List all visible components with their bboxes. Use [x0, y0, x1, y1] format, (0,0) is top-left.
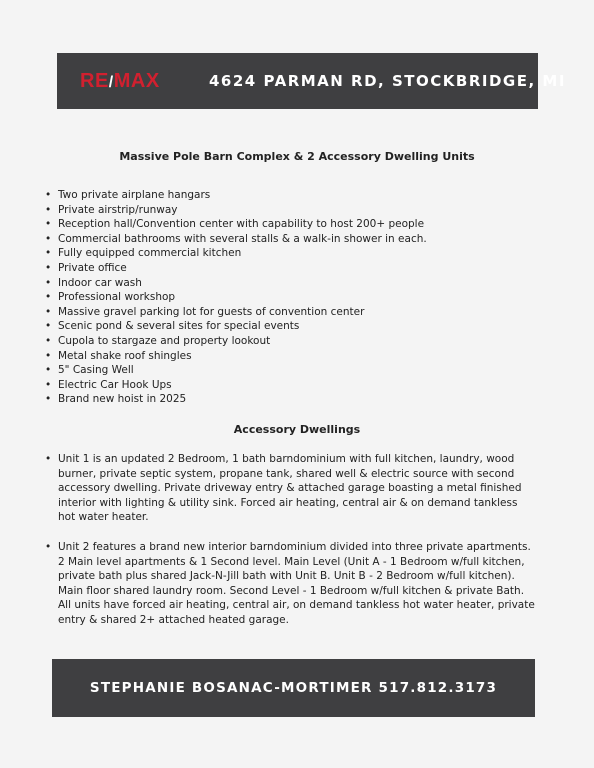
feature-list-item: • Private office [45, 261, 427, 276]
logo-part-slash: / [108, 74, 114, 91]
feature-list-item: • Indoor car wash [45, 276, 427, 291]
feature-list-item: • Fully equipped commercial kitchen [45, 246, 427, 261]
header-banner [57, 53, 566, 109]
feature-list-item: • Two private airplane hangars [45, 188, 427, 203]
footer-banner [52, 659, 535, 717]
dwelling-list-item: • Unit 1 is an updated 2 Bedroom, 1 bath barndominium with full kitchen, laundry, wood burner, private septic system, propane tank, shared well & electric source with second accessory dwelling. Private driveway entry & attached garage boasting a metal finished interior with lighting & utility sink. Forced air heating, central air & on demand tankless hot water heater. [45, 452, 536, 525]
feature-list-item: • Massive gravel parking lot for guests of convention center [45, 305, 427, 320]
feature-list-item: • Metal shake roof shingles [45, 349, 427, 364]
remax-logo [80, 68, 160, 96]
section-title-accessory-dwellings: Accessory Dwellings [233, 423, 361, 436]
feature-list-item: • 5" Casing Well [45, 363, 427, 378]
dwelling-list-item: • Unit 2 features a brand new interior barndominium divided into three private apartments. 2 Main level apartments & 1 Second level. Main Level (Unit A - 1 Bedroom w/full kitchen, private bath plus shared Jack-N-Jill bath with Unit B. Unit B - 2 Bedroom w/full kitchen). Main floor shared laundry room. Second Level - 1 Bedroom w/full kitchen & private Bath. All units have forced air heating, central air, on demand tankless hot water heater, private entry & shared 2+ attached heated garage. [45, 540, 536, 628]
feature-list-item: • Cupola to stargaze and property lookout [45, 334, 427, 349]
feature-list-item: • Reception hall/Convention center with capability to host 200+ people [45, 217, 427, 232]
feature-list-item: • Commercial bathrooms with several stalls & a walk-in shower in each. [45, 232, 427, 247]
feature-list-item: • Electric Car Hook Ups [45, 378, 427, 393]
feature-list-item: • Professional workshop [45, 290, 427, 305]
property-address: 4624 PARMAN RD, STOCKBRIDGE, MI [209, 72, 566, 90]
agent-contact: STEPHANIE BOSANAC-MORTIMER 517.812.3173 [89, 680, 498, 696]
dwellings-list [45, 452, 536, 628]
logo-part-max: MAX [113, 70, 160, 92]
features-list [45, 188, 427, 407]
section-title-pole-barn: Massive Pole Barn Complex & 2 Accessory Dwelling Units [119, 150, 475, 163]
logo-part-re: RE [80, 70, 109, 92]
feature-list-item: • Brand new hoist in 2025 [45, 392, 427, 407]
feature-list-item: • Private airstrip/runway [45, 203, 427, 218]
feature-list-item: • Scenic pond & several sites for special events [45, 319, 427, 334]
